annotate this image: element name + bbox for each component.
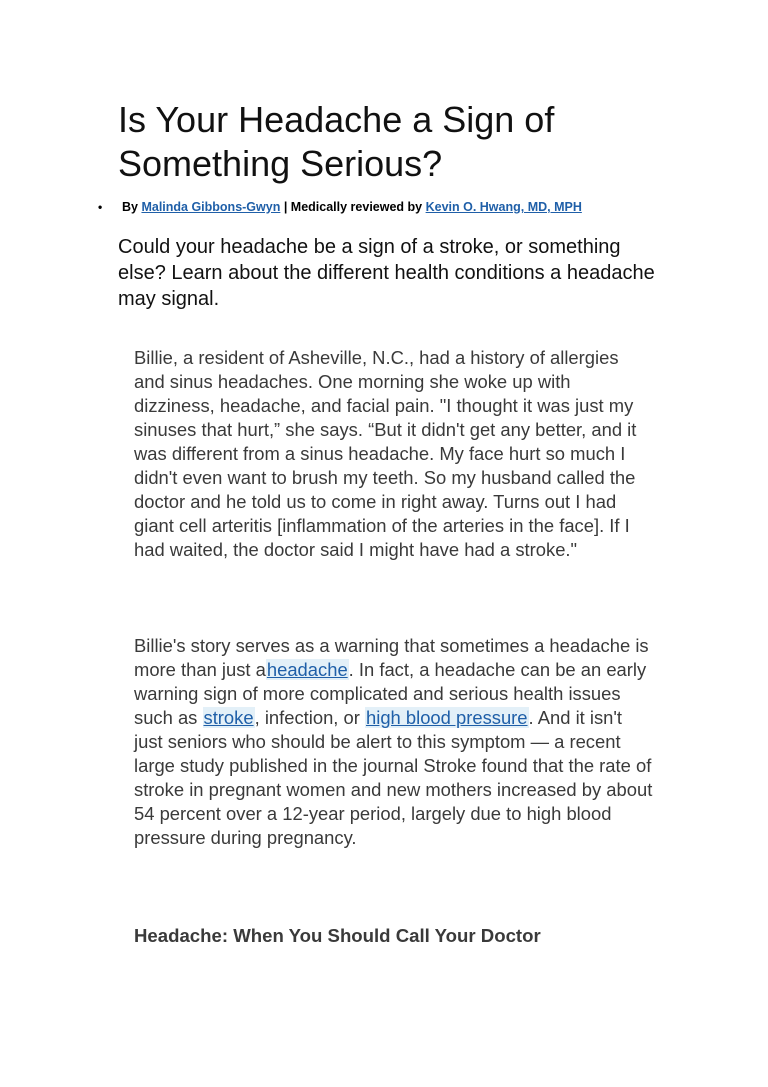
para2-text-3: , infection, or xyxy=(254,707,365,728)
byline-text xyxy=(122,198,582,216)
body-paragraph-1: Billie, a resident of Asheville, N.C., had a history of allergies and sinus headaches. One morning she woke up with dizziness, headache, and facial pain. "I thought it was just my sinuses that hurt,” she says. “But it didn't get any better, and it was different from a sinus headache. My face hurt so much I didn't even want to brush my teeth. So my husband called the doctor and he told us to come in right away. Turns out I had giant cell arteritis [inflammation of the arteries in the face]. If I had waited, the doctor said I might have had a stroke." xyxy=(134,347,637,560)
article-title: Is Your Headache a Sign of Something Serious? xyxy=(118,99,555,184)
headache-link[interactable]: headache xyxy=(266,659,348,680)
high-blood-pressure-link[interactable]: high blood pressure xyxy=(366,707,528,728)
para2-text-1: Billie's story serves as a warning that sometimes a headache is more than just a xyxy=(134,635,649,680)
byline-separator: | Medically reviewed by xyxy=(280,200,426,214)
article-dek: Could your headache be a sign of a stroke, or something else? Learn about the different health conditions a headache may signal. xyxy=(118,236,655,310)
byline-by: By xyxy=(122,200,142,214)
bullet-icon: • xyxy=(98,200,103,214)
reviewer-link[interactable]: Kevin O. Hwang, MD, MPH xyxy=(425,200,582,214)
para2-text-4: . And it isn't just seniors who should be alert to this symptom — a recent large study published in the journal Stroke found that the rate of stroke in pregnant women and new mothers increased by about 54 percent over a 12-year period, largely due to high blood pressure during pregnancy. xyxy=(134,707,653,848)
body-paragraph-2 xyxy=(134,634,654,850)
section-subheading: Headache: When You Should Call Your Doctor xyxy=(134,925,541,946)
para2-text-2: . In fact, a headache can be an early warning sign of more complicated and serious health issues such as xyxy=(134,659,647,728)
stroke-link[interactable]: stroke xyxy=(203,707,254,728)
author-link[interactable]: Malinda Gibbons-Gwyn xyxy=(141,200,281,214)
